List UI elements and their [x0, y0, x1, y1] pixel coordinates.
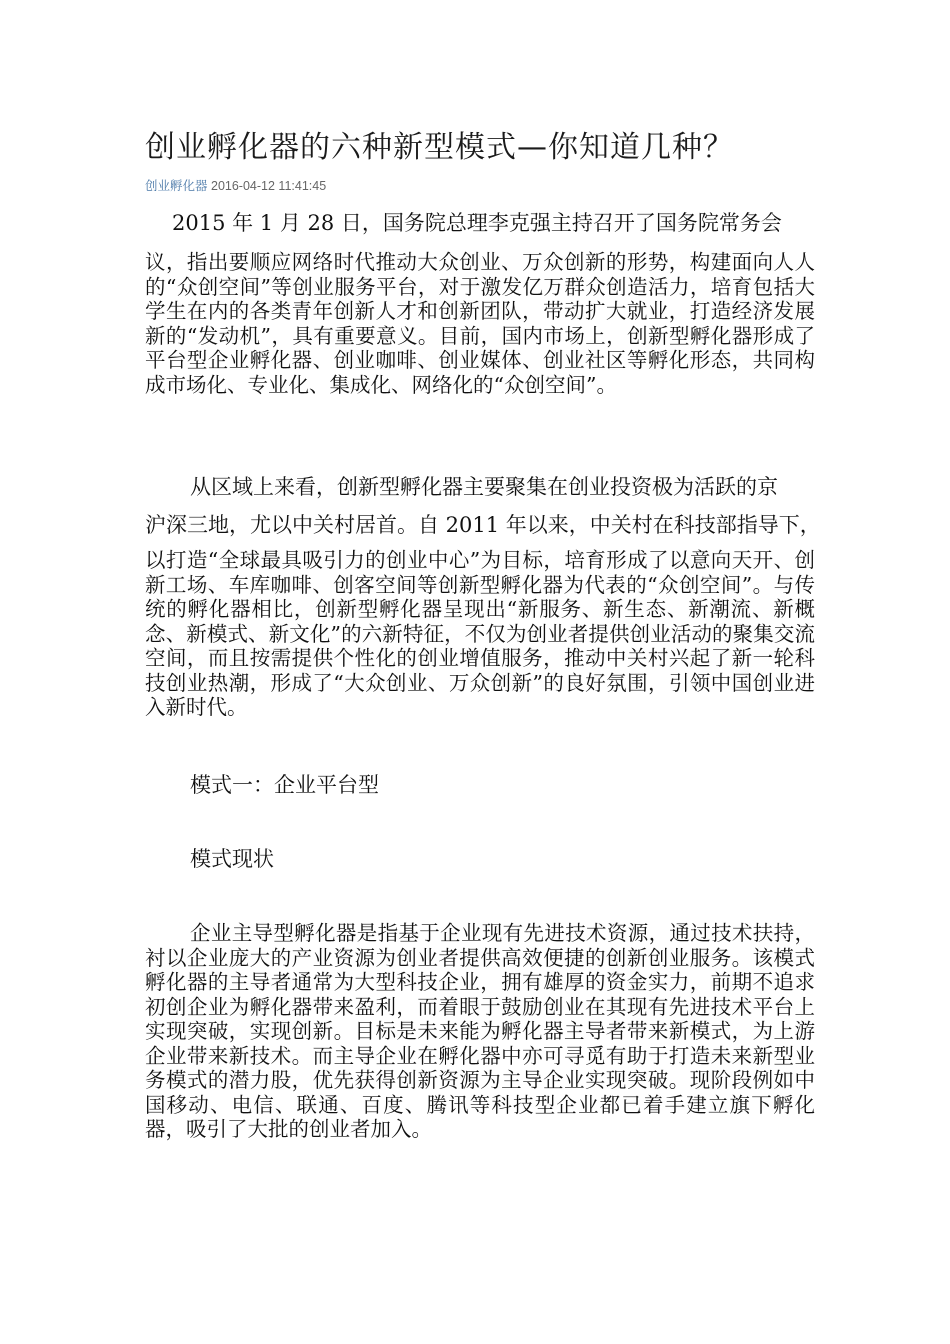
- paragraph-3-body: 企业主导型孵化器是指基于企业现有先进技术资源，通过技术扶持，衬以企业庞大的产业资源为创业者提供高效便捷的创新创业服务。该模式孵化器的主导者通常为大型科技企业，拥有雄厚的资金实力，前期不追求初创企业为孵化器带来盈利，而着眼于鼓励创业在其现有先进技术平台上实现突破，实现创新。目标是未来能为孵化器主导者带来新模式，为上游企业带来新技术。而主导企业在孵化器中亦可寻觅有助于打造未来新型业务模式的潜力股，优先获得创新资源为主导企业实现突破。现阶段例如中国移动、电信、联通、百度、腾讯等科技型企业都已着手建立旗下孵化器，吸引了大批的创业者加入。: [145, 921, 815, 1141]
- article-meta: [145, 178, 326, 194]
- paragraph-2-first-line: 从区域上来看，创新型孵化器主要聚集在创业投资极为活跃的京: [190, 475, 778, 499]
- source-link[interactable]: 创业孵化器: [145, 179, 208, 193]
- paragraph-2-second-line: 沪深三地，尤以中关村居首。自 2011 年以来，中关村在科技部指导下，: [145, 513, 821, 537]
- publish-datetime: 2016-04-12 11:41:45: [211, 179, 327, 193]
- article-title: 创业孵化器的六种新型模式—你知道几种？: [145, 130, 734, 165]
- paragraph-1-body: 议，指出要顺应网络时代推动大众创业、万众创新的形势，构建面向人人的“众创空间”等创业服务平台，对于激发亿万群众创造活力，培育包括大学生在内的各类青年创新人才和创新团队，带动扩大就业，打造经济发展新的“发动机”，具有重要意义。目前，国内市场上，创新型孵化器形成了平台型企业孵化器、创业咖啡、创业媒体、创业社区等孵化形态，共同构成市场化、专业化、集成化、网络化的“众创空间”。: [145, 250, 815, 397]
- section-subheading-status: 模式现状: [190, 847, 274, 871]
- paragraph-1-first-line: 2015 年 1 月 28 日，国务院总理李克强主持召开了国务院常务会: [172, 211, 782, 235]
- paragraph-2-body: 以打造“全球最具吸引力的创业中心”为目标，培育形成了以意向天开、创新工场、车库咖啡、创客空间等创新型孵化器为代表的“众创空间”。与传统的孵化器相比，创新型孵化器呈现出“新服务、新生态、新潮流、新概念、新模式、新文化”的六新特征，不仅为创业者提供创业活动的聚集交流空间，而且按需提供个性化的创业增值服务，推动中关村兴起了新一轮科技创业热潮，形成了“大众创业、万众创新”的良好氛围，引领中国创业进入新时代。: [145, 548, 815, 719]
- section-heading-mode-one: 模式一：企业平台型: [190, 773, 379, 797]
